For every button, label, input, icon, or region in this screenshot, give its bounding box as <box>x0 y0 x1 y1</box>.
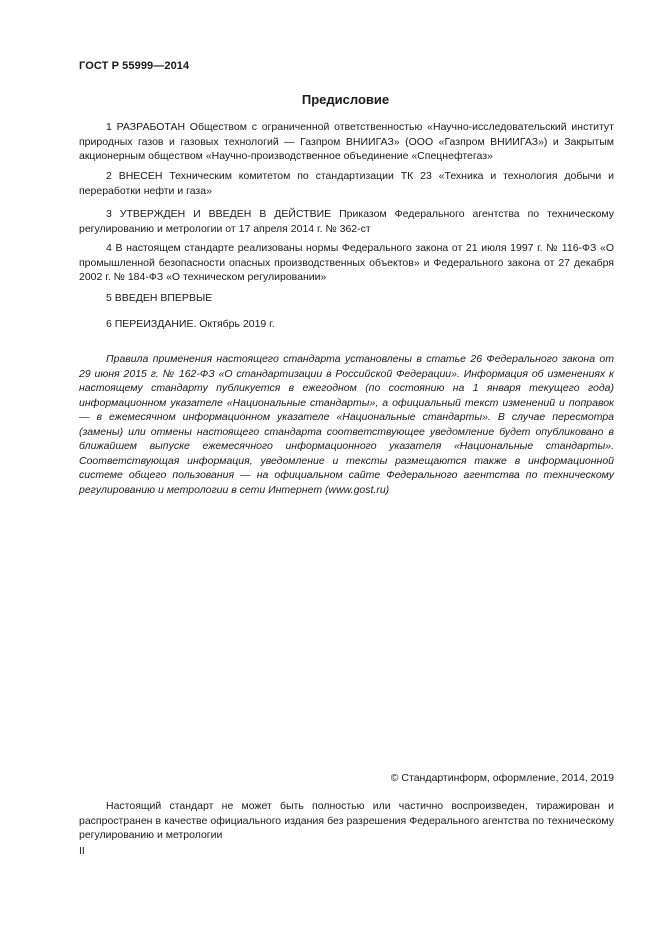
page-number: II <box>79 845 85 857</box>
preface-item-2-text: 2 ВНЕСЕН Техническим комитетом по стандартизации ТК 23 «Техника и технология добычи и переработки нефти и газа» <box>79 170 614 197</box>
preface-item-5 <box>79 291 614 306</box>
preface-item-1 <box>79 120 614 164</box>
preface-title: Предисловие <box>301 92 390 107</box>
preface-item-4-text: 4 В настоящем стандарте реализованы нормы Федерального закона от 21 июля 1997 г. № 116-ФЗ «О промышленной безопасности опасных производственных объектов» и Федерального закона от 27 декабря 2002 г. № 184-ФЗ «О техническом регулировании» <box>79 242 614 283</box>
reproduction-note-text: Настоящий стандарт не может быть полностью или частично воспроизведен, тиражирован и распространен в качестве официального издания без разрешения Федерального агентства по техническому регулированию и метрологии <box>79 800 614 841</box>
preface-item-3-text: 3 УТВЕРЖДЕН И ВВЕДЕН В ДЕЙСТВИЕ Приказом Федерального агентства по техническому регулированию и метрологии от 17 апреля 2014 г. № 362-ст <box>79 208 614 235</box>
preface-item-6-text: 6 ПЕРЕИЗДАНИЕ. Октябрь 2019 г. <box>106 318 275 330</box>
preface-item-2 <box>79 169 614 198</box>
preface-item-5-text: 5 ВВЕДЕН ВПЕРВЫЕ <box>106 292 213 304</box>
reproduction-note <box>79 799 614 843</box>
preface-item-3 <box>79 207 614 236</box>
preface-item-6 <box>79 317 614 332</box>
application-notice <box>79 352 614 497</box>
preface-item-4 <box>79 241 614 285</box>
preface-item-1-text: 1 РАЗРАБОТАН Обществом с ограниченной ответственностью «Научно-исследовательский институт природных газов и газовых технологий — Газпром ВНИИГАЗ» (ООО «Газпром ВНИИГАЗ») и Закрытым акционерным обществом «Научно-производственное объединение «Спецнефтегаз» <box>79 121 614 162</box>
copyright-line: © Стандартинформ, оформление, 2014, 2019 <box>390 772 614 784</box>
standard-code: ГОСТ Р 55999—2014 <box>79 60 190 72</box>
application-notice-text: Правила применения настоящего стандарта установлены в статье 26 Федерального закона от 29 июня 2015 г. № 162-ФЗ «О стандартизации в Российской Федерации». Информация об изменениях к настоящему стандарту публикуется в ежегодном (по состоянию на 1 января текущего года) информационном указателе «Национальные стандарты», а официальный текст изменений и поправок — в ежемесячном информационном указателе «Национальные стандарты». В случае пересмотра (замены) или отмены настоящего стандарта соответствующее уведомление будет опубликовано в ближайшем выпуске ежемесячного информационного указателя «Национальные стандарты». Соответствующая информация, уведомление и тексты размещаются также в информационной системе общего пользования — на официальном сайте Федерального агентства по техническому регулированию и метрологии в сети Интернет (www.gost.ru) <box>79 353 614 496</box>
